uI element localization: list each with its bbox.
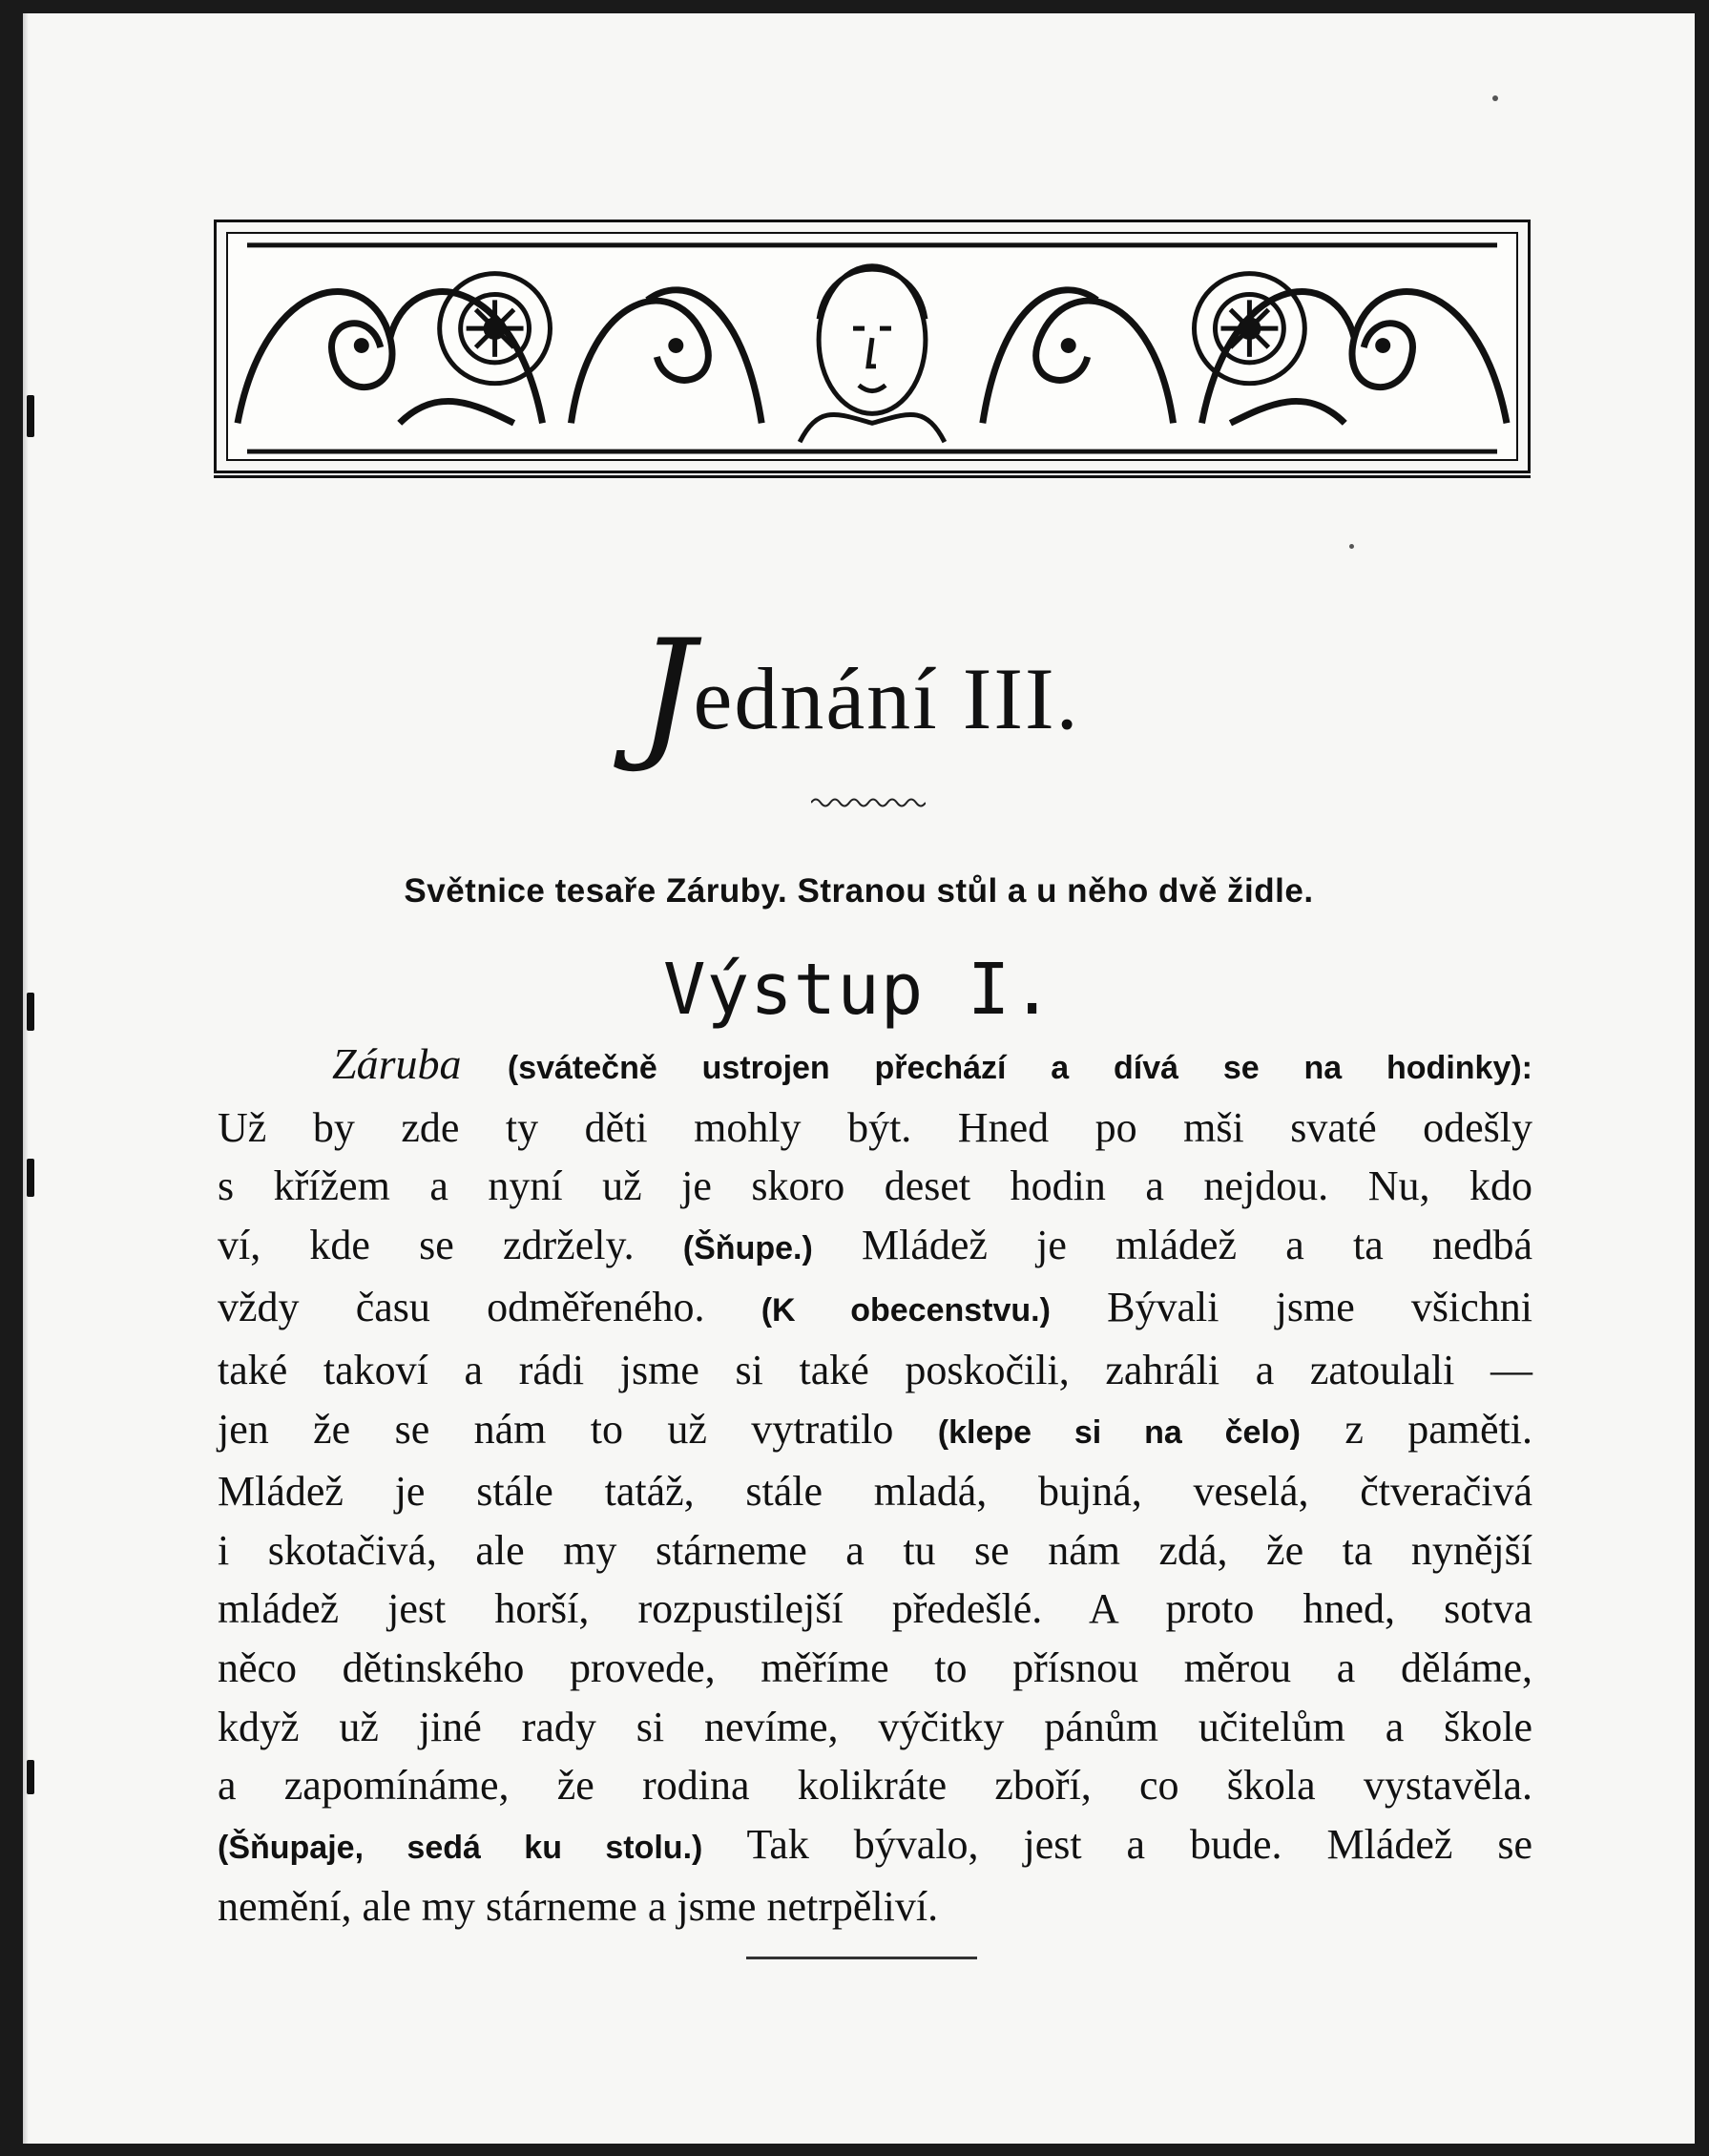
text-run: také takoví a rádi jsme si také poskočili, zahráli a zatoulali — xyxy=(218,1346,1532,1393)
text-run: s křížem a nyní už je skoro deset hodin a nejdou. Nu, kdo xyxy=(218,1162,1532,1210)
text-run: mládež jest horší, rozpustilejší předešlé. A proto hned, sotva xyxy=(218,1585,1532,1633)
text-run: Už by zde ty děti mohly být. Hned po mši svaté odešly xyxy=(218,1103,1532,1151)
text-line xyxy=(218,1756,1532,1815)
print-speck xyxy=(1492,95,1498,101)
print-speck xyxy=(1349,544,1354,549)
text-line xyxy=(218,1521,1532,1580)
text-line xyxy=(218,1815,1532,1878)
scrollwork-ornament-icon xyxy=(228,234,1516,459)
headpiece-rule xyxy=(214,475,1531,478)
stage-direction: (klepe si na čelo) xyxy=(937,1413,1301,1451)
text-line xyxy=(218,1341,1532,1400)
scene-heading: Výstup I. xyxy=(663,949,1054,1031)
text-line xyxy=(218,1462,1532,1521)
stage-direction: (Šňupaje, sedá ku stolu.) xyxy=(218,1829,703,1866)
text-run: Bývali jsme všichni xyxy=(1050,1284,1532,1331)
binding-mark xyxy=(27,1159,34,1197)
text-line xyxy=(218,1400,1532,1463)
speaker-name: Záruba xyxy=(332,1039,462,1088)
text-run: a zapomínáme, že rodina kolikráte zboří, co škola vystavěla. xyxy=(218,1762,1532,1810)
wavy-divider-icon xyxy=(811,796,926,809)
text-run: Tak bývalo, jest a bude. Mládež se xyxy=(702,1820,1533,1868)
stage-direction: (Šňupe.) xyxy=(682,1229,813,1266)
text-run: Mládež je stále tatáž, stále mladá, bujná, veselá, čtveračivá xyxy=(218,1468,1532,1516)
stage-direction: (svátečně ustrojen přechází a dívá se na hodinky): xyxy=(507,1050,1533,1086)
monologue-paragraph xyxy=(218,1035,1532,1936)
text-run: i skotačivá, ale my stárneme a tu se nám zdá, že ta nynější xyxy=(218,1526,1532,1574)
text-run: nemění, ale my stárneme a jsme netrpěliví. xyxy=(218,1883,939,1931)
text-run: Mládež je mládež a ta nedbá xyxy=(812,1221,1533,1268)
paragraph-first-line xyxy=(218,1035,1532,1099)
text-line xyxy=(218,1216,1532,1279)
text-run: něco dětinského provede, měříme to přísnou měrou a děláme, xyxy=(218,1643,1532,1691)
act-title-text: ednání III. xyxy=(693,650,1080,747)
stage-direction: (K obecenstvu.) xyxy=(761,1292,1051,1329)
text-run: vždy času odměřeného. xyxy=(218,1284,761,1331)
text-line xyxy=(218,1157,1532,1216)
text-run: ví, kde se zdržely. xyxy=(218,1221,683,1268)
text-run: když už jiné rady si nevíme, výčitky pánům učitelům a škole xyxy=(218,1703,1532,1750)
text-line xyxy=(218,1278,1532,1341)
binding-mark xyxy=(27,1760,34,1794)
text-run: jen že se nám to už vytratilo xyxy=(218,1405,938,1453)
setting-description: Světnice tesaře Záruby. Stranou stůl a u něho dvě židle. xyxy=(404,872,1314,910)
text-line xyxy=(218,1639,1532,1698)
binding-mark xyxy=(27,395,34,437)
book-page xyxy=(23,13,1695,2144)
act-dropcap: J xyxy=(637,610,698,776)
act-heading xyxy=(23,610,1695,776)
text-line xyxy=(218,1698,1532,1757)
headpiece-illustration xyxy=(226,232,1518,461)
ornamental-headpiece xyxy=(214,220,1531,473)
text-line xyxy=(218,1099,1532,1158)
text-run: z paměti. xyxy=(1300,1405,1532,1453)
text-line xyxy=(218,1580,1532,1639)
text-line xyxy=(218,1877,1532,1936)
page-edge-shadow xyxy=(23,13,29,2144)
closing-rule xyxy=(746,1957,977,1959)
